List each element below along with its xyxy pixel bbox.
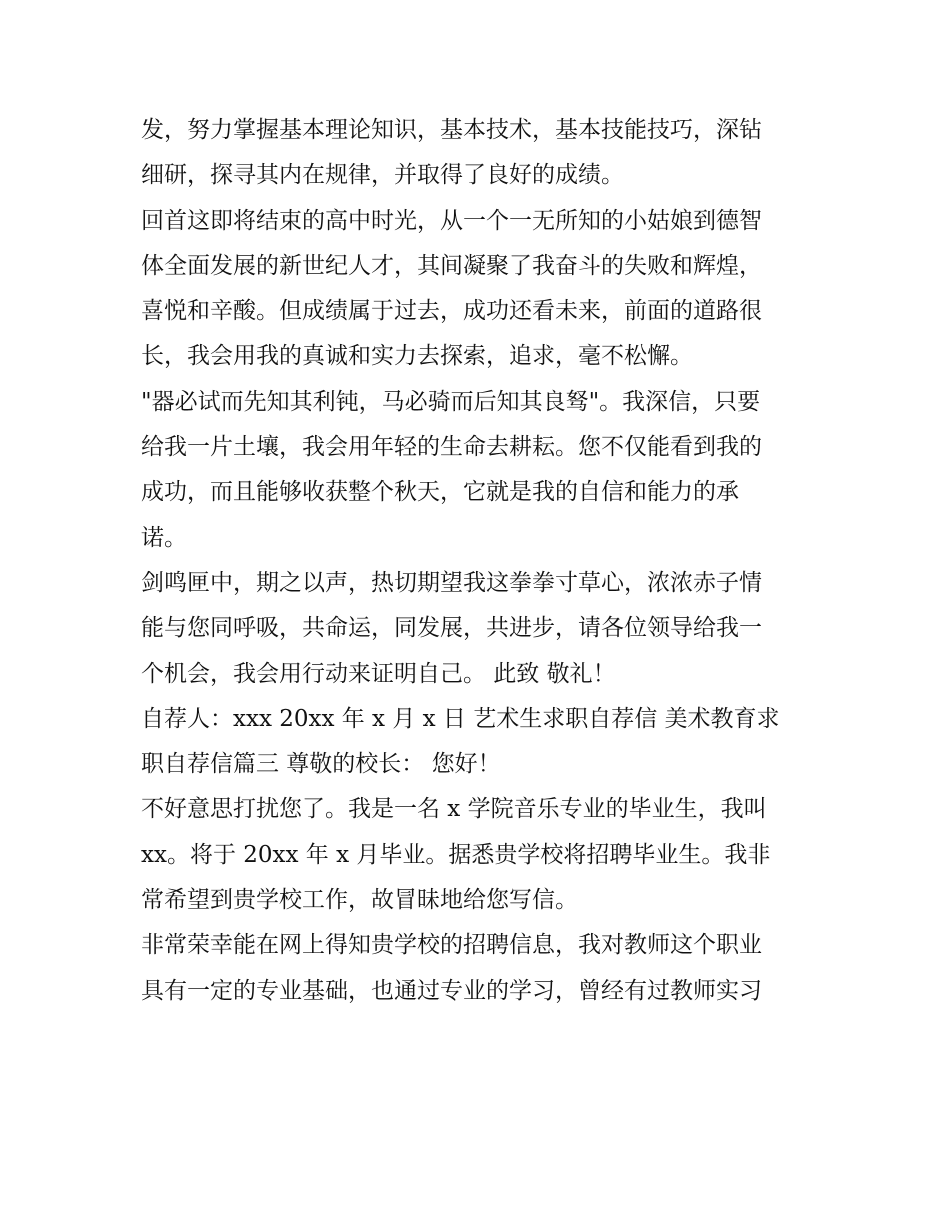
text-line: "器必试而先知其利钝，马必骑而后知其良驽"。我深信，只要 <box>141 388 761 415</box>
text-line: 非常荣幸能在网上得知贵学校的招聘信息，我对教师这个职业 <box>141 932 762 959</box>
text-line: 诺。 <box>141 524 187 551</box>
text-line: 回首这即将结束的高中时光，从一个一无所知的小姑娘到德智 <box>141 207 762 234</box>
text-line: 具有一定的专业基础，也通过专业的学习，曾经有过教师实习 <box>141 977 762 1004</box>
text-line: 喜悦和辛酸。但成绩属于过去，成功还看未来，前面的道路很 <box>141 298 762 325</box>
text-line: 成功，而且能够收获整个秋天，它就是我的自信和能力的承 <box>141 479 739 506</box>
text-line: 自荐人：xxx 20xx 年 x 月 x 日 艺术生求职自荐信 美术教育求 <box>141 705 780 732</box>
text-line: 体全面发展的新世纪人才，其间凝聚了我奋斗的失败和辉煌， <box>141 252 762 279</box>
text-line: 发，努力掌握基本理论知识，基本技术，基本技能技巧，深钻 <box>141 117 762 143</box>
document-body <box>141 108 821 1014</box>
text-line: 职自荐信篇三 尊敬的校长： 您好！ <box>141 751 501 778</box>
text-line: 剑鸣匣中，期之以声，热切期望我这拳拳寸草心，浓浓赤子情 <box>141 569 762 596</box>
text-line: 不好意思打扰您了。我是一名 x 学院音乐专业的毕业生，我叫 <box>141 796 767 823</box>
text-line: 给我一片土壤，我会用年轻的生命去耕耘。您不仅能看到我的 <box>141 434 762 461</box>
text-line: 常希望到贵学校工作，故冒昧地给您写信。 <box>141 887 578 914</box>
text-line: 长，我会用我的真诚和实力去探索，追求，毫不松懈。 <box>141 343 693 370</box>
text-line: 能与您同呼吸，共命运，同发展，共进步，请各位领导给我一 <box>141 615 762 642</box>
text-line: xx。将于 20xx 年 x 月毕业。据悉贵学校将招聘毕业生。我非 <box>141 841 771 868</box>
text-line: 细研，探寻其内在规律，并取得了良好的成绩。 <box>141 162 624 189</box>
text-line: 个机会，我会用行动来证明自己。 此致 敬礼！ <box>141 660 616 687</box>
